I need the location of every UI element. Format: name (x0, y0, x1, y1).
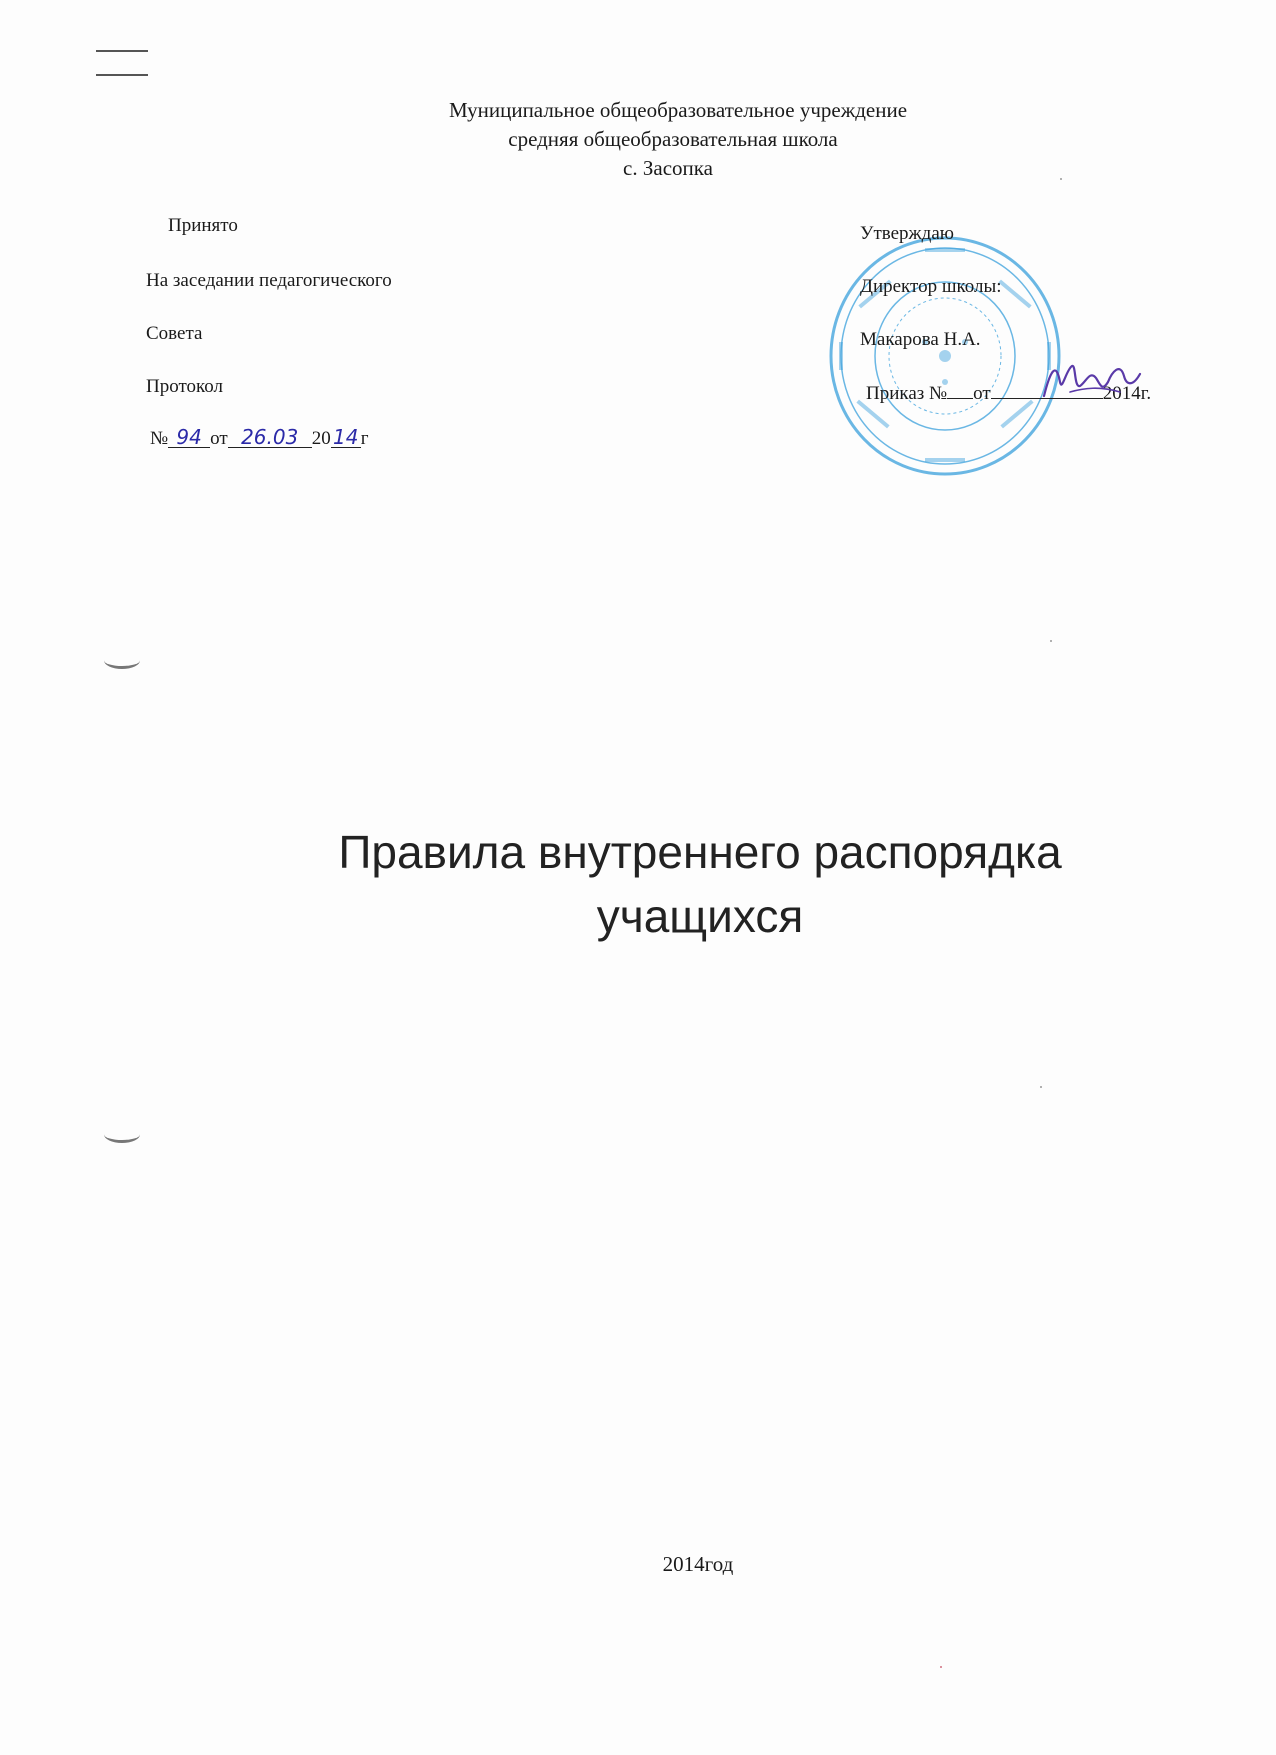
protocol-date-value: 26.03 (228, 427, 312, 448)
document-title-line-1: Правила внутреннего распорядка (338, 826, 1062, 878)
year-suffix: г (360, 428, 369, 449)
protocol-number-value: 94 (168, 427, 210, 448)
document-title (0, 820, 1276, 948)
institution-header (0, 96, 1276, 183)
order-prefix: Приказ № (866, 383, 948, 404)
director-signature (1040, 352, 1150, 412)
approved-title: Утверждаю (860, 223, 954, 244)
director-position: Директор школы: (860, 276, 1002, 297)
number-sign: № (150, 428, 169, 449)
year-prefix: 20 (311, 428, 331, 449)
scan-speck (940, 1666, 942, 1668)
school-location: с. Засопка (623, 156, 713, 180)
order-number-blank (947, 382, 973, 399)
protocol-number-line (150, 427, 369, 450)
document-year: 2014год (662, 1552, 734, 1576)
accepted-title: Принято (168, 215, 238, 236)
school-seal-stamp (825, 232, 1065, 480)
punch-hole-mark (104, 652, 140, 669)
school-type: средняя общеобразовательная школа (508, 127, 838, 151)
protocol-label: Протокол (146, 376, 224, 397)
order-year: 2014г. (1102, 383, 1152, 404)
binder-mark (96, 50, 148, 52)
institution-name: Муниципальное общеобразовательное учреждение (448, 98, 908, 122)
protocol-year-value: 14 (331, 427, 361, 448)
director-name: Макарова Н.А. (860, 329, 981, 350)
punch-hole-mark (104, 1126, 140, 1143)
council-meeting-text: На заседании педагогического (146, 270, 392, 291)
scan-speck (1040, 1086, 1042, 1088)
council-text: Совета (146, 323, 203, 344)
binder-mark (96, 74, 148, 76)
order-from: от (973, 383, 991, 404)
date-prefix: от (210, 428, 228, 449)
document-title-line-2: учащихся (596, 890, 804, 942)
scan-speck (1050, 640, 1052, 642)
